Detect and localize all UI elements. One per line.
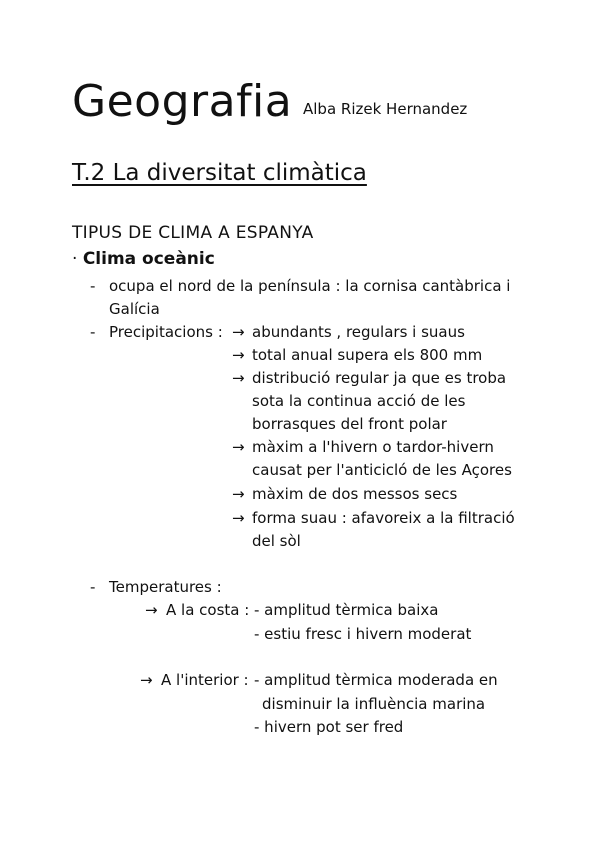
coast-point-1: - amplitud tèrmica baixa (254, 601, 439, 619)
dash: - (90, 277, 96, 295)
precip-point-3b: sota la continua acció de les (252, 392, 466, 410)
precip-point-4b: causat per l'anticicló de les Açores (252, 461, 512, 479)
author-name: Alba Rizek Hernandez (303, 100, 468, 118)
arrow: → (232, 346, 245, 364)
dash: - (90, 578, 96, 596)
arrow: → (145, 601, 158, 619)
precip-point-5: màxim de dos messos secs (252, 485, 458, 503)
interior-point-1: - amplitud tèrmica moderada en (254, 671, 498, 689)
subsection-label: Clima oceànic (82, 249, 215, 269)
topic-heading: T.2 La diversitat climàtica (72, 160, 367, 186)
subsection-heading (72, 249, 215, 269)
arrow: → (232, 509, 245, 527)
coast-point-2: - estiu fresc i hivern moderat (254, 625, 472, 643)
interior-point-1b: disminuir la influència marina (262, 695, 486, 713)
interior-label: A l'interior : (161, 671, 249, 689)
precip-point-4a: màxim a l'hivern o tardor-hivern (252, 438, 494, 456)
section-heading: TIPUS DE CLIMA A ESPANYA (72, 223, 314, 243)
precip-point-3c: borrasques del front polar (252, 415, 447, 433)
location-text-2: Galícia (109, 300, 160, 318)
dash: - (90, 323, 96, 341)
precip-point-6a: forma suau : afavoreix a la filtració (252, 509, 515, 527)
bullet: · (72, 249, 78, 269)
coast-label: A la costa : (166, 601, 250, 619)
precip-point-6b: del sòl (252, 532, 301, 550)
arrow: → (232, 369, 245, 387)
arrow: → (232, 323, 245, 341)
arrow: → (232, 438, 245, 456)
precip-label: Precipitacions : (109, 323, 223, 341)
precip-point-2: total anual supera els 800 mm (252, 346, 483, 364)
page-title: Geografia (72, 76, 293, 127)
interior-point-2: - hivern pot ser fred (254, 718, 404, 736)
precip-point-1: abundants , regulars i suaus (252, 323, 465, 341)
arrow: → (232, 485, 245, 503)
arrow: → (140, 671, 153, 689)
location-text-1: ocupa el nord de la península : la cornisa cantàbrica i (109, 277, 511, 295)
temperatures-label: Temperatures : (109, 578, 222, 596)
precip-point-3a: distribució regular ja que es troba (252, 369, 507, 387)
